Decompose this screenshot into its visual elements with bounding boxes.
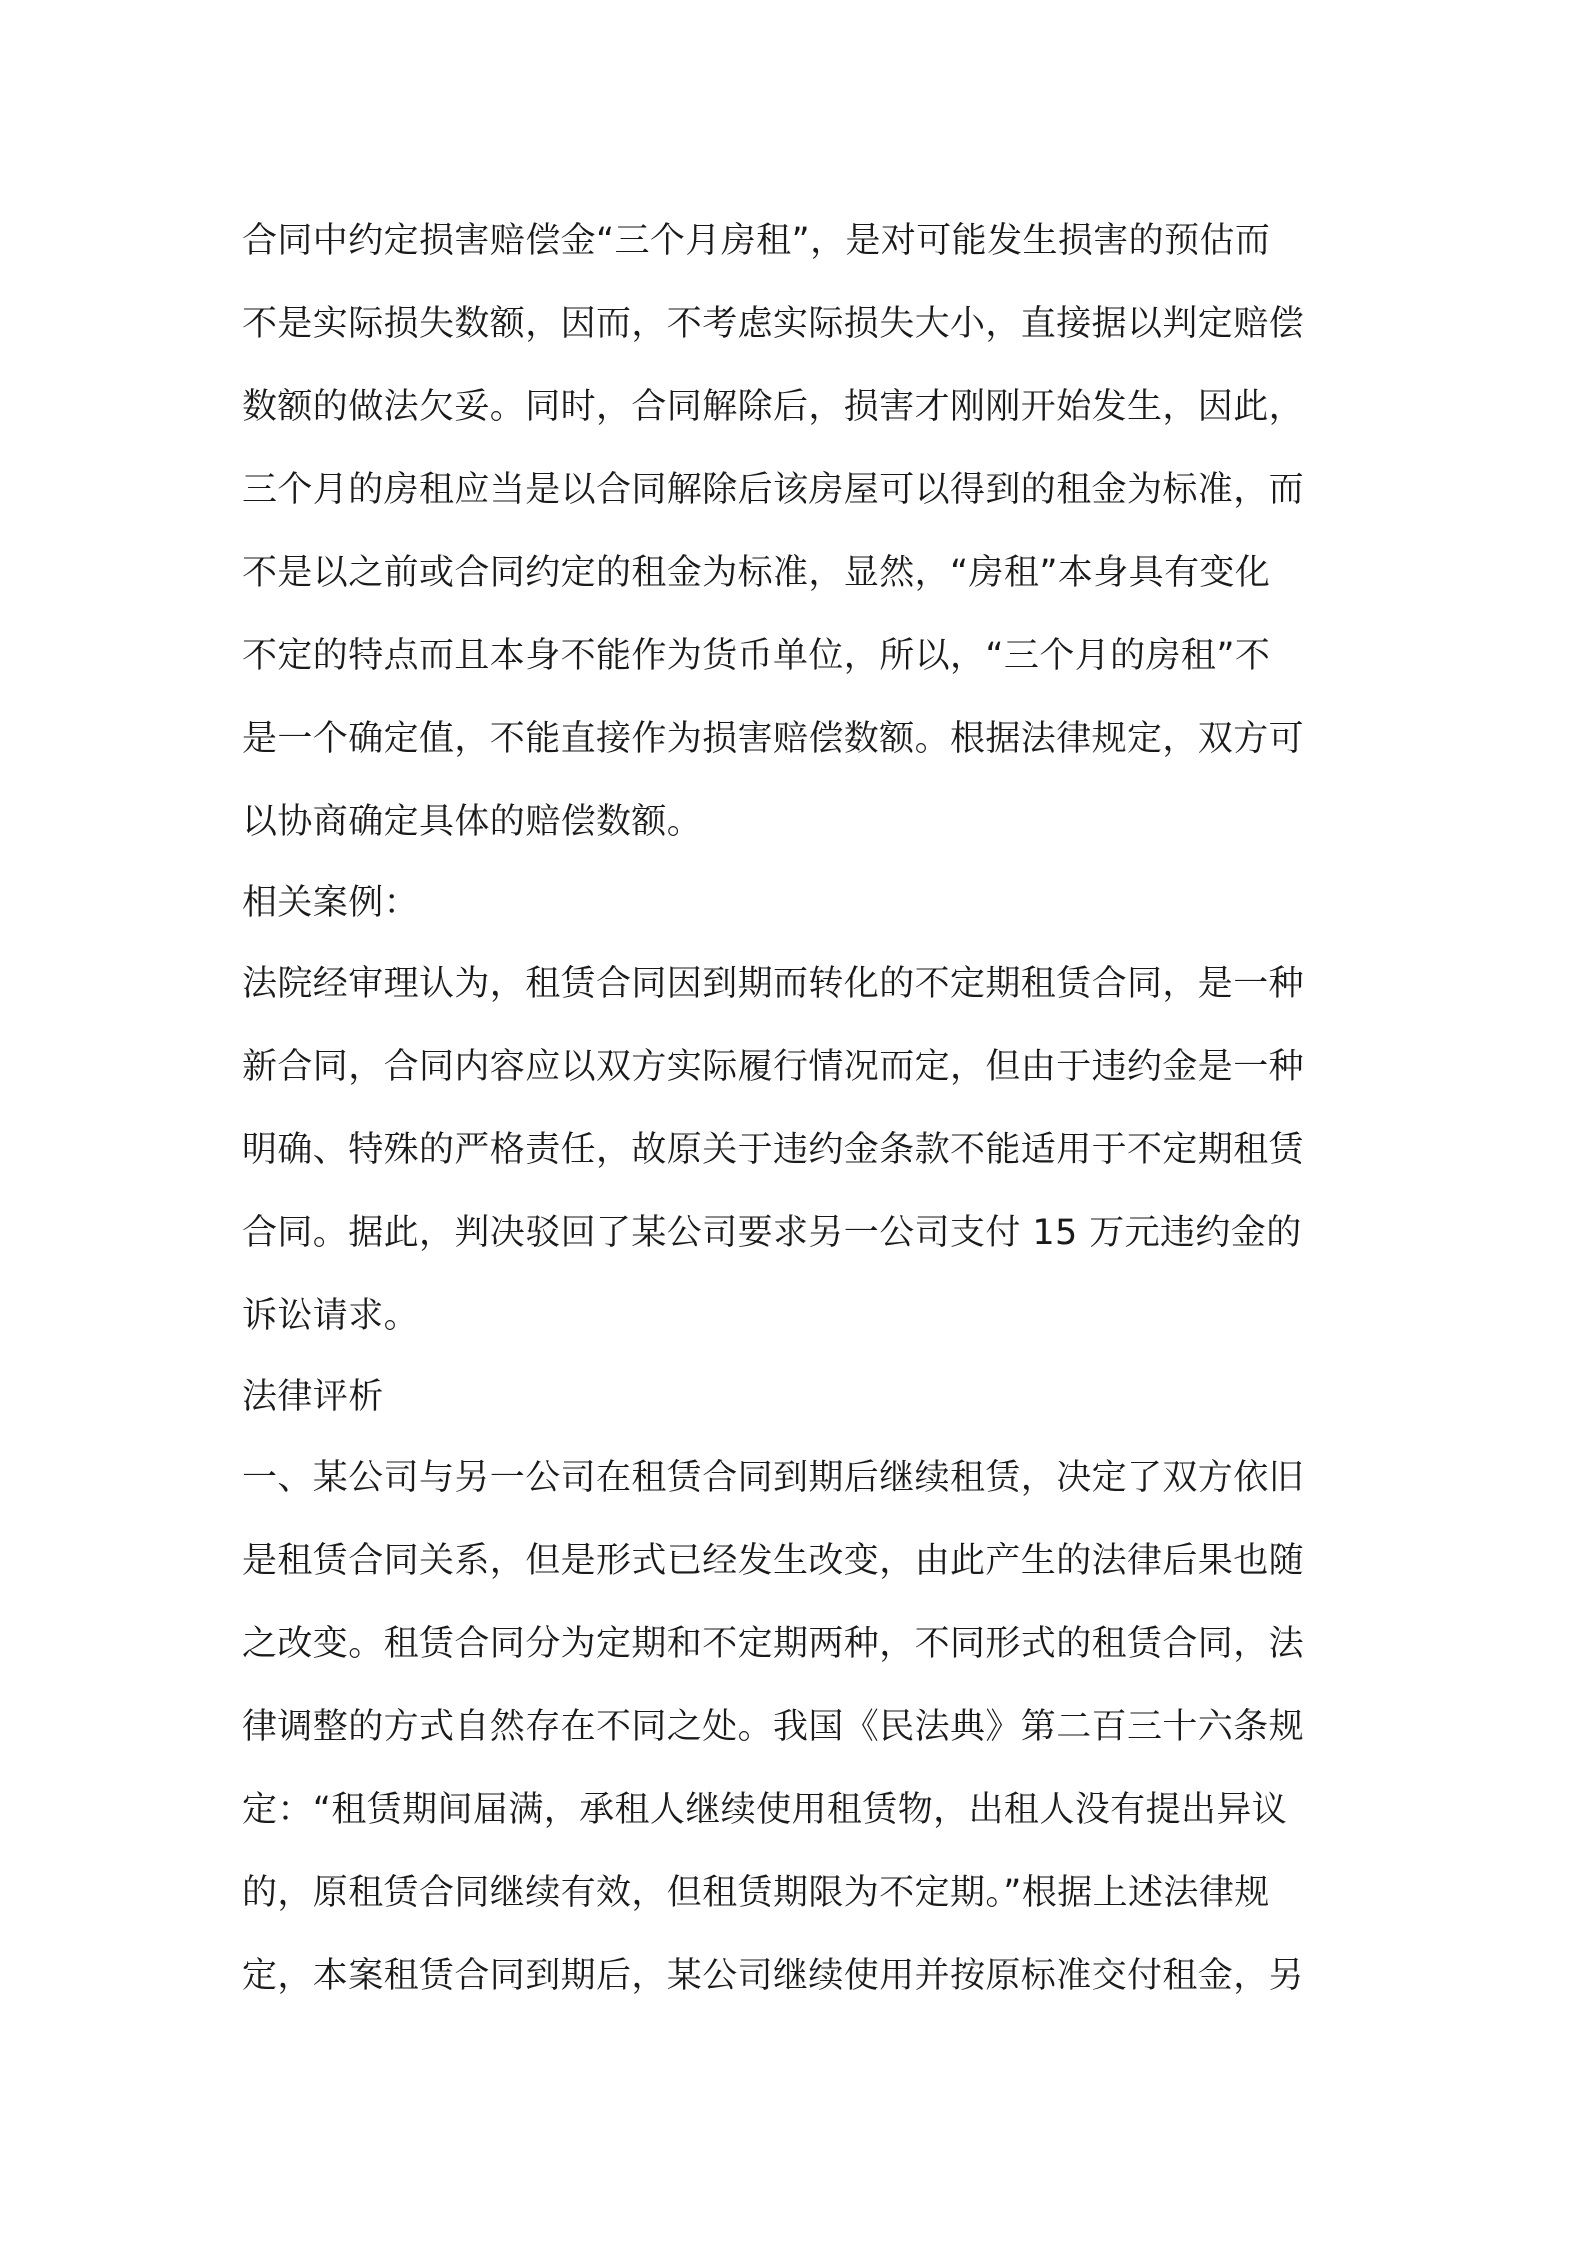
text-line: 三个月的房租应当是以合同解除后该房屋可以得到的租金为标准，而: [242, 470, 1305, 510]
text-line: 明确、特殊的严格责任，故原关于违约金条款不能适用于不定期租赁: [242, 1130, 1305, 1170]
text-line: 定，本案租赁合同到期后，某公司继续使用并按原标准交付租金，另: [242, 1956, 1305, 1996]
text-line: 以协商确定具体的赔偿数额。: [242, 802, 703, 842]
text-line: 不是以之前或合同约定的租金为标准，显然，“房租”本身具有变化: [242, 553, 1271, 593]
text-line: 是租赁合同关系，但是形式已经发生改变，由此产生的法律后果也随: [242, 1541, 1305, 1581]
text-line: 之改变。租赁合同分为定期和不定期两种，不同形式的租赁合同，法: [242, 1624, 1305, 1664]
document-body: [242, 200, 1350, 2018]
text-line: 法院经审理认为，租赁合同因到期而转化的不定期租赁合同，是一种: [242, 964, 1305, 1004]
text-line: 不定的特点而且本身不能作为货币单位，所以，“三个月的房租”不: [242, 636, 1271, 676]
section-heading-related-cases: 相关案例：: [242, 883, 420, 923]
text-line: 律调整的方式自然存在不同之处。我国《民法典》第二百三十六条规: [242, 1707, 1305, 1747]
text-line: 的，原租赁合同继续有效，但租赁期限为不定期。”根据上述法律规: [242, 1873, 1270, 1913]
text-line: 合同。据此，判决驳回了某公司要求另一公司支付 15 万元违约金的: [242, 1213, 1302, 1253]
section-heading-legal-analysis: 法律评析: [242, 1377, 384, 1417]
text-line: 新合同，合同内容应以双方实际履行情况而定，但由于违约金是一种: [242, 1047, 1305, 1087]
text-line: 合同中约定损害赔偿金“三个月房租”，是对可能发生损害的预估而: [242, 221, 1271, 261]
text-line: 诉讼请求。: [242, 1296, 420, 1336]
text-line: 不是实际损失数额，因而，不考虑实际损失大小，直接据以判定赔偿: [242, 304, 1305, 344]
text-line: 数额的做法欠妥。同时，合同解除后，损害才刚刚开始发生，因此，: [242, 387, 1305, 427]
text-line: 一、某公司与另一公司在租赁合同到期后继续租赁，决定了双方依旧: [242, 1458, 1305, 1498]
text-line: 是一个确定值，不能直接作为损害赔偿数额。根据法律规定，双方可: [242, 719, 1305, 759]
text-line: 定：“租赁期间届满，承租人继续使用租赁物，出租人没有提出异议: [242, 1790, 1288, 1830]
